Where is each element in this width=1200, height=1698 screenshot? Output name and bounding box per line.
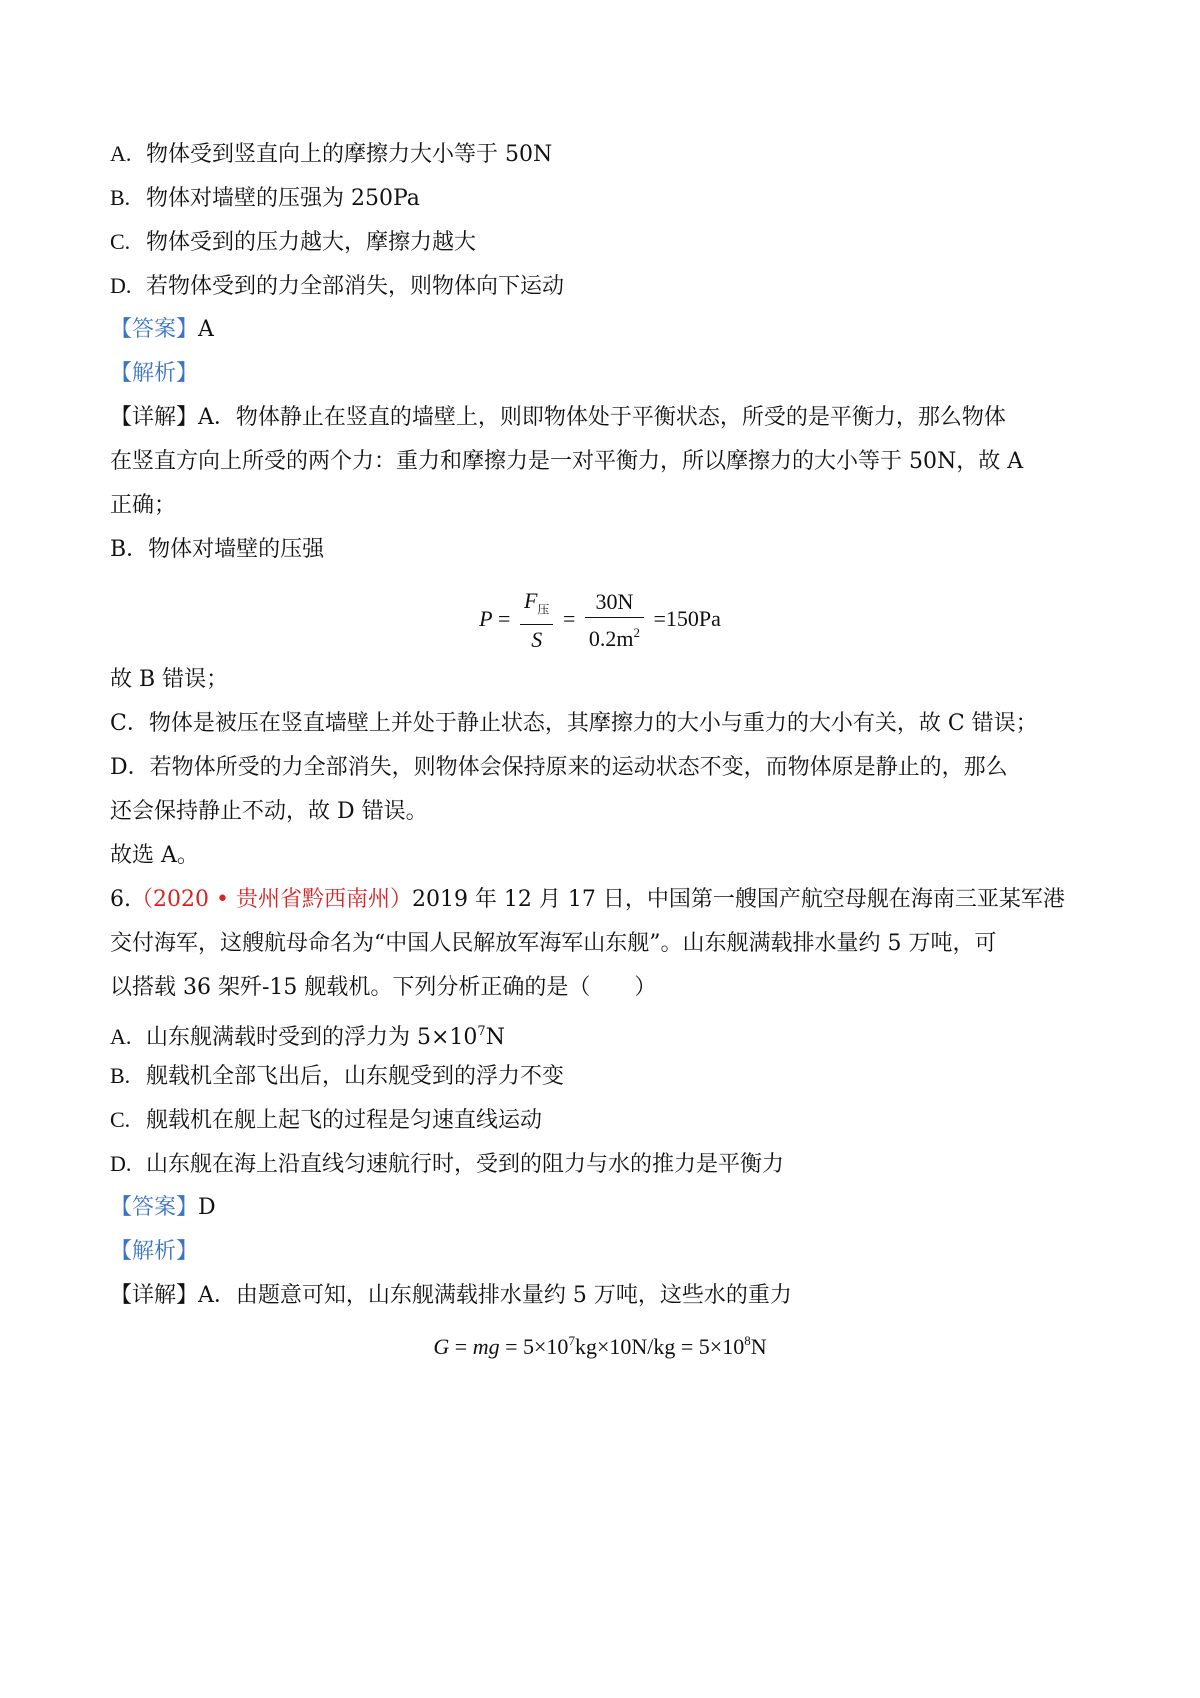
q5-analysis <box>110 359 1090 389</box>
formula-denominator: 0.2m <box>588 626 634 652</box>
q6-stem-line2: 交付海军，这艘航母命名为“中国人民解放军海军山东舰”。山东舰满载排水量约 5 万吨，可 <box>110 931 997 956</box>
q5-option-a <box>110 139 1090 170</box>
q5-d-line1: D．若物体所受的力全部消失，则物体会保持原来的运动状态不变，而物体原是静止的，那么 <box>110 755 1008 780</box>
option-letter: A. <box>110 1024 132 1049</box>
formula-equals: = <box>505 1334 518 1359</box>
q5-detail-line3: 正确； <box>110 493 177 518</box>
option-letter: D. <box>110 273 132 298</box>
q6-option-b <box>110 1061 1090 1092</box>
detail-tag: 【详解】 <box>110 405 199 430</box>
option-text: 物体受到的压力越大，摩擦力越大 <box>146 230 477 255</box>
formula-numerator: 30N <box>585 589 644 618</box>
option-text: 物体对墙壁的压强为 250Pa <box>146 186 420 211</box>
option-letter: A. <box>110 141 132 166</box>
formula-subscript: 压 <box>537 602 550 617</box>
formula-equals: = <box>498 605 511 631</box>
detail-text: A．由题意可知，山东舰满载排水量约 5 万吨，这些水的重力 <box>198 1283 792 1308</box>
option-letter: C. <box>110 1107 131 1132</box>
q6-analysis <box>110 1237 1090 1267</box>
q5-detail-b: B．物体对墙壁的压强 <box>110 537 325 562</box>
question-source: （2020 • 贵州省黔西南州） <box>131 887 412 912</box>
option-exponent: 7 <box>477 1024 486 1039</box>
stem-text: 2019 年 12 月 17 日，中国第一艘国产航空母舰在海南三亚某军港 <box>411 887 1065 912</box>
option-letter: B. <box>110 1063 131 1088</box>
q6-option-c <box>110 1105 1090 1136</box>
formula-denominator: S <box>531 627 543 653</box>
q5-detail-line2: 在竖直方向上所受的两个力：重力和摩擦力是一对平衡力，所以摩擦力的大小等于 50N，故 A <box>110 449 1024 474</box>
formula-unit: N <box>750 1334 767 1359</box>
answer-tag: 【答案】 <box>110 317 199 342</box>
detail-tag: 【详解】 <box>110 1283 199 1308</box>
option-text: 山东舰在海上沿直线匀速航行时，受到的阻力与水的推力是平衡力 <box>146 1152 785 1177</box>
fraction-values <box>585 589 644 652</box>
option-letter: D. <box>110 1151 132 1176</box>
formula-exponent: 8 <box>744 1333 751 1348</box>
q6-option-d <box>110 1149 1090 1180</box>
q6-detail-a <box>110 1281 1090 1311</box>
q6-stem-line3: 以搭载 36 架歼-15 舰载机。下列分析正确的是（ ） <box>110 975 657 1000</box>
question-number: 6. <box>110 887 131 912</box>
q5-choose: 故选 A。 <box>110 843 199 868</box>
q5-c-line: C．物体是被压在竖直墙壁上并处于静止状态，其摩擦力的大小与重力的大小有关，故 C 错误； <box>110 711 1038 736</box>
answer-value: D <box>198 1195 216 1220</box>
q5-option-c <box>110 227 1090 258</box>
option-text: 物体受到竖直向上的摩擦力大小等于 50N <box>146 142 553 167</box>
formula-equals: = <box>562 605 576 631</box>
q5-option-d <box>110 271 1090 302</box>
answer-value: A <box>198 317 214 342</box>
q5-b-conclusion: 故 B 错误； <box>110 667 229 692</box>
q5-detail-line1 <box>110 403 1090 433</box>
detail-text: A．物体静止在竖直的墙壁上，则即物体处于平衡状态，所受的是平衡力，那么物体 <box>198 405 1006 430</box>
fraction-force-area <box>520 588 553 653</box>
formula-mass: 5×10 <box>523 1334 569 1359</box>
option-text: 山东舰满载时受到的浮力为 5×10 <box>146 1025 478 1050</box>
q5-d-line2: 还会保持静止不动，故 D 错误。 <box>110 799 428 824</box>
formula-exponent: 2 <box>633 625 640 641</box>
option-text: 舰载机在舰上起飞的过程是匀速直线运动 <box>146 1108 543 1133</box>
pressure-formula <box>0 588 1200 653</box>
formula-mg: mg <box>472 1334 500 1359</box>
formula-equals: = <box>680 1334 694 1359</box>
analysis-tag: 【解析】 <box>110 361 199 386</box>
q6-option-a <box>110 1017 1090 1053</box>
formula-symbol: P <box>479 605 493 631</box>
option-letter: C. <box>110 229 131 254</box>
formula-result: 150Pa <box>665 605 721 631</box>
q5-answer <box>110 315 1090 345</box>
q5-option-b <box>110 183 1090 214</box>
formula-result: 5×10 <box>698 1334 745 1359</box>
option-letter: B. <box>110 185 131 210</box>
q6-answer <box>110 1193 1090 1223</box>
option-text: 若物体受到的力全部消失，则物体向下运动 <box>146 274 565 299</box>
formula-equals: = <box>653 605 666 631</box>
analysis-tag: 【解析】 <box>110 1239 199 1264</box>
option-text: 舰载机全部飞出后，山东舰受到的浮力不变 <box>146 1064 565 1089</box>
q6-stem-line1 <box>110 885 1090 915</box>
formula-exponent: 7 <box>568 1333 575 1348</box>
formula-equals: = <box>454 1334 468 1359</box>
answer-tag: 【答案】 <box>110 1195 199 1220</box>
gravity-formula <box>0 1333 1200 1360</box>
option-unit: N <box>485 1025 505 1050</box>
formula-unit: kg×10N/kg <box>574 1334 676 1359</box>
formula-symbol: G <box>433 1334 450 1359</box>
formula-numerator: F <box>523 588 538 613</box>
